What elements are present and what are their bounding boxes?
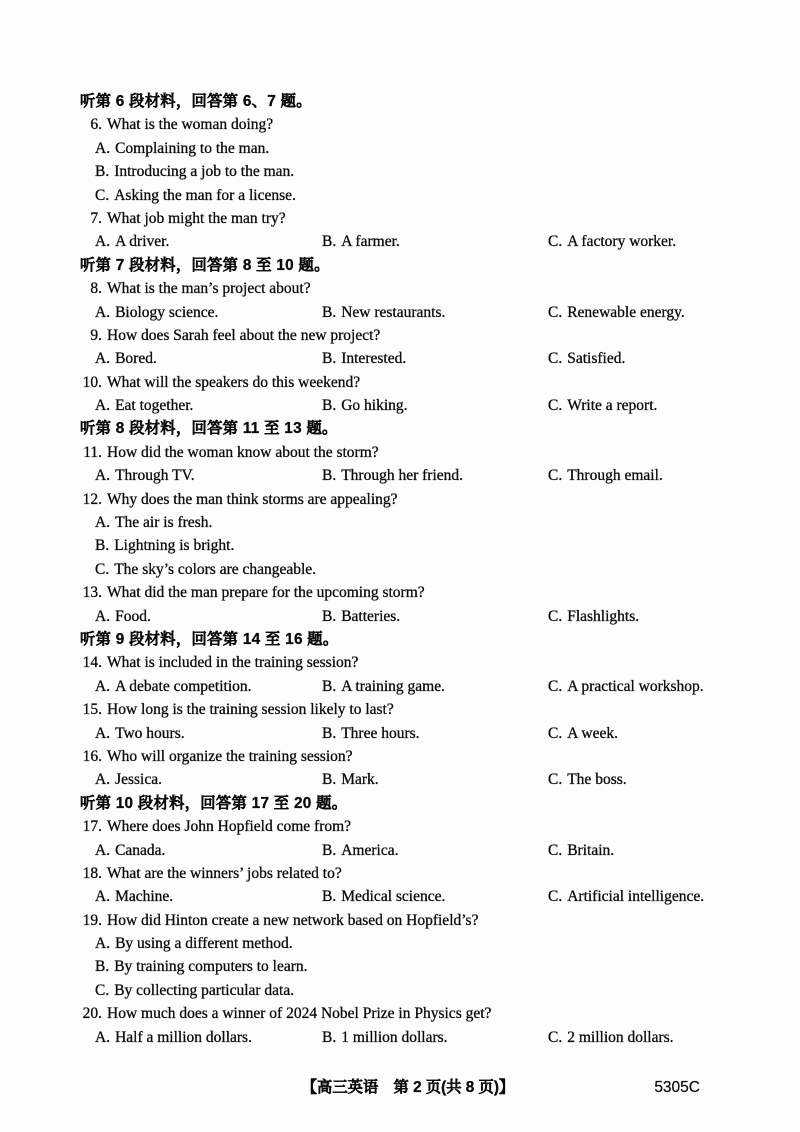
options-row <box>0 464 800 487</box>
option-cell <box>322 839 548 862</box>
option-text: Through email. <box>567 467 663 485</box>
options-row <box>0 768 800 791</box>
option-letter: B. <box>322 724 337 742</box>
option-text: Machine. <box>115 888 174 906</box>
option-cell <box>95 301 322 324</box>
question-text: Why does the man think storms are appealing? <box>107 490 398 508</box>
options-row <box>0 722 800 745</box>
option-cell <box>322 230 548 253</box>
options-row <box>0 605 800 628</box>
question-number: 15. <box>82 701 102 719</box>
option-text: Medical science. <box>341 888 446 906</box>
option-text: Go hiking. <box>341 397 408 415</box>
option-cell <box>548 675 800 698</box>
question-line <box>0 324 800 347</box>
option-line <box>0 511 800 534</box>
option-text: Artificial intelligence. <box>567 888 705 906</box>
option-line <box>0 184 800 207</box>
option-text: A training game. <box>341 677 445 695</box>
option-letter: C. <box>548 350 563 368</box>
option-letter: B. <box>322 303 337 321</box>
option-letter: A. <box>95 677 111 695</box>
option-text: Biology science. <box>115 303 219 321</box>
option-letter: B. <box>322 1028 337 1046</box>
option-text: Write a report. <box>567 397 658 415</box>
question-number: 12. <box>82 490 102 508</box>
option-cell <box>322 605 548 628</box>
option-letter: A. <box>95 467 111 485</box>
option-letter: C. <box>548 303 563 321</box>
question-text: What is the woman doing? <box>107 116 274 134</box>
option-text: Flashlights. <box>567 607 640 625</box>
question-number: 6. <box>90 116 102 134</box>
question-line <box>0 207 800 230</box>
option-cell <box>95 1026 322 1049</box>
option-letter: A. <box>95 935 111 953</box>
section-header: 听第 8 段材料，回答第 11 至 13 题。 <box>80 420 338 438</box>
option-letter: A. <box>95 1028 111 1046</box>
question-text: What did the man prepare for the upcoming storm? <box>107 584 425 602</box>
option-line <box>0 558 800 581</box>
option-text: A practical workshop. <box>567 677 704 695</box>
question-number: 19. <box>82 911 102 929</box>
option-cell <box>548 839 800 862</box>
option-cell <box>548 1026 800 1049</box>
option-letter: A. <box>95 724 111 742</box>
option-text: 2 million dollars. <box>567 1028 674 1046</box>
option-line <box>0 955 800 978</box>
option-text: Batteries. <box>341 607 401 625</box>
option-cell <box>322 722 548 745</box>
option-text: Jessica. <box>115 771 162 789</box>
options-row <box>0 1026 800 1049</box>
option-letter: C. <box>548 1028 563 1046</box>
option-letter: B. <box>95 537 110 555</box>
question-text: What are the winners’ jobs related to? <box>107 864 342 882</box>
option-cell <box>548 605 800 628</box>
question-text: What job might the man try? <box>107 209 286 227</box>
question-number: 9. <box>90 326 102 344</box>
option-text: A farmer. <box>341 233 400 251</box>
question-line <box>0 1002 800 1025</box>
question-line <box>0 113 800 136</box>
option-cell <box>95 464 322 487</box>
question-text: How long is the training session likely to last? <box>107 701 394 719</box>
question-text: Where does John Hopfield come from? <box>107 818 352 836</box>
option-line <box>0 979 800 1002</box>
option-text: 1 million dollars. <box>341 1028 448 1046</box>
option-cell <box>322 347 548 370</box>
option-cell <box>548 301 800 324</box>
option-text: America. <box>341 841 399 859</box>
option-text: Two hours. <box>115 724 185 742</box>
option-cell <box>95 722 322 745</box>
option-text: Bored. <box>115 350 157 368</box>
option-line <box>0 932 800 955</box>
option-text: Three hours. <box>341 724 420 742</box>
question-number: 20. <box>82 1005 102 1023</box>
question-number: 18. <box>82 864 102 882</box>
option-cell <box>95 605 322 628</box>
question-number: 10. <box>82 373 102 391</box>
option-text: New restaurants. <box>341 303 446 321</box>
questions-area <box>0 90 800 1049</box>
question-line <box>0 488 800 511</box>
question-line <box>0 745 800 768</box>
option-letter: B. <box>322 888 337 906</box>
option-cell <box>322 675 548 698</box>
option-letter: B. <box>322 397 337 415</box>
option-letter: B. <box>322 467 337 485</box>
question-number: 17. <box>82 818 102 836</box>
option-cell <box>322 885 548 908</box>
option-cell <box>95 230 322 253</box>
option-text: A driver. <box>115 233 170 251</box>
option-cell <box>95 394 322 417</box>
option-text: Satisfied. <box>567 350 626 368</box>
option-cell <box>95 347 322 370</box>
question-line <box>0 441 800 464</box>
option-letter: C. <box>548 841 563 859</box>
question-line <box>0 909 800 932</box>
section-header: 听第 10 段材料，回答第 17 至 20 题。 <box>80 794 348 812</box>
question-number: 13. <box>82 584 102 602</box>
option-letter: A. <box>95 607 111 625</box>
section-header: 听第 7 段材料，回答第 8 至 10 题。 <box>80 256 330 274</box>
option-letter: C. <box>95 186 110 204</box>
option-text: Introducing a job to the man. <box>114 163 295 181</box>
option-line <box>0 160 800 183</box>
option-letter: A. <box>95 771 111 789</box>
option-letter: B. <box>322 350 337 368</box>
options-row <box>0 839 800 862</box>
question-number: 14. <box>82 654 102 672</box>
option-cell <box>548 394 800 417</box>
option-cell <box>95 839 322 862</box>
section-header: 听第 9 段材料，回答第 14 至 16 题。 <box>80 630 339 648</box>
question-text: What will the speakers do this weekend? <box>107 373 361 391</box>
option-cell <box>95 768 322 791</box>
option-letter: A. <box>95 841 111 859</box>
option-text: A factory worker. <box>567 233 677 251</box>
question-line <box>0 651 800 674</box>
option-cell <box>322 394 548 417</box>
option-letter: B. <box>322 607 337 625</box>
option-cell <box>95 885 322 908</box>
footer-page-label: 【高三英语 第 2 页(共 8 页)】 <box>301 1079 515 1096</box>
option-letter: B. <box>322 233 337 251</box>
question-number: 7. <box>90 209 102 227</box>
option-letter: C. <box>95 560 110 578</box>
option-letter: A. <box>95 139 111 157</box>
page-footer <box>0 1076 800 1100</box>
option-letter: A. <box>95 514 111 532</box>
option-letter: C. <box>548 888 563 906</box>
option-text: Mark. <box>341 771 379 789</box>
option-cell <box>548 885 800 908</box>
question-text: What is the man’s project about? <box>107 280 311 298</box>
option-line <box>0 534 800 557</box>
option-text: Complaining to the man. <box>115 139 270 157</box>
option-cell <box>548 768 800 791</box>
option-text: Eat together. <box>115 397 194 415</box>
question-number: 16. <box>82 747 102 765</box>
option-text: By collecting particular data. <box>114 981 295 999</box>
option-letter: A. <box>95 350 111 368</box>
option-cell <box>322 301 548 324</box>
option-letter: A. <box>95 888 111 906</box>
section-header: 听第 6 段材料，回答第 6、7 题。 <box>80 93 312 110</box>
question-text: How did Hinton create a new network based on Hopfield’s? <box>107 911 479 929</box>
option-cell <box>322 768 548 791</box>
option-letter: C. <box>548 771 563 789</box>
option-cell <box>95 675 322 698</box>
option-line <box>0 137 800 160</box>
option-text: The boss. <box>567 771 627 789</box>
options-row <box>0 394 800 417</box>
question-number: 11. <box>83 443 102 461</box>
options-row <box>0 230 800 253</box>
option-text: Lightning is bright. <box>114 537 235 555</box>
option-letter: A. <box>95 233 111 251</box>
option-letter: B. <box>322 771 337 789</box>
option-text: Through TV. <box>115 467 195 485</box>
option-text: Interested. <box>341 350 407 368</box>
option-letter: B. <box>322 677 337 695</box>
question-text: How does Sarah feel about the new project? <box>107 326 381 344</box>
option-text: Food. <box>115 607 151 625</box>
footer-code: 5305C <box>654 1079 700 1096</box>
option-letter: C. <box>548 467 563 485</box>
option-text: Half a million dollars. <box>115 1028 252 1046</box>
option-text: Canada. <box>115 841 166 859</box>
option-letter: C. <box>95 981 110 999</box>
option-text: A debate competition. <box>115 677 252 695</box>
question-text: Who will organize the training session? <box>107 747 353 765</box>
option-cell <box>548 347 800 370</box>
option-letter: C. <box>548 397 563 415</box>
option-letter: C. <box>548 607 563 625</box>
options-row <box>0 885 800 908</box>
option-letter: B. <box>95 958 110 976</box>
option-letter: C. <box>548 233 563 251</box>
question-number: 8. <box>90 280 102 298</box>
option-cell <box>548 464 800 487</box>
option-letter: A. <box>95 303 111 321</box>
question-text: What is included in the training session? <box>107 654 359 672</box>
question-text: How did the woman know about the storm? <box>107 443 379 461</box>
option-text: Asking the man for a license. <box>114 186 296 204</box>
option-text: Renewable energy. <box>567 303 685 321</box>
options-row <box>0 347 800 370</box>
option-text: By using a different method. <box>115 935 293 953</box>
question-line <box>0 277 800 300</box>
question-line <box>0 371 800 394</box>
option-text: Through her friend. <box>341 467 464 485</box>
option-text: The air is fresh. <box>115 514 213 532</box>
question-text: How much does a winner of 2024 Nobel Prize in Physics get? <box>107 1005 492 1023</box>
options-row <box>0 675 800 698</box>
option-text: A week. <box>567 724 619 742</box>
option-text: By training computers to learn. <box>114 958 308 976</box>
question-line <box>0 815 800 838</box>
option-cell <box>322 464 548 487</box>
question-line <box>0 698 800 721</box>
option-cell <box>548 722 800 745</box>
option-cell <box>322 1026 548 1049</box>
option-letter: C. <box>548 724 563 742</box>
option-cell <box>548 230 800 253</box>
option-text: Britain. <box>567 841 615 859</box>
option-text: The sky’s colors are changeable. <box>114 560 317 578</box>
question-line <box>0 862 800 885</box>
options-row <box>0 301 800 324</box>
option-letter: C. <box>548 677 563 695</box>
option-letter: B. <box>95 163 110 181</box>
question-line <box>0 581 800 604</box>
option-letter: B. <box>322 841 337 859</box>
option-letter: A. <box>95 397 111 415</box>
